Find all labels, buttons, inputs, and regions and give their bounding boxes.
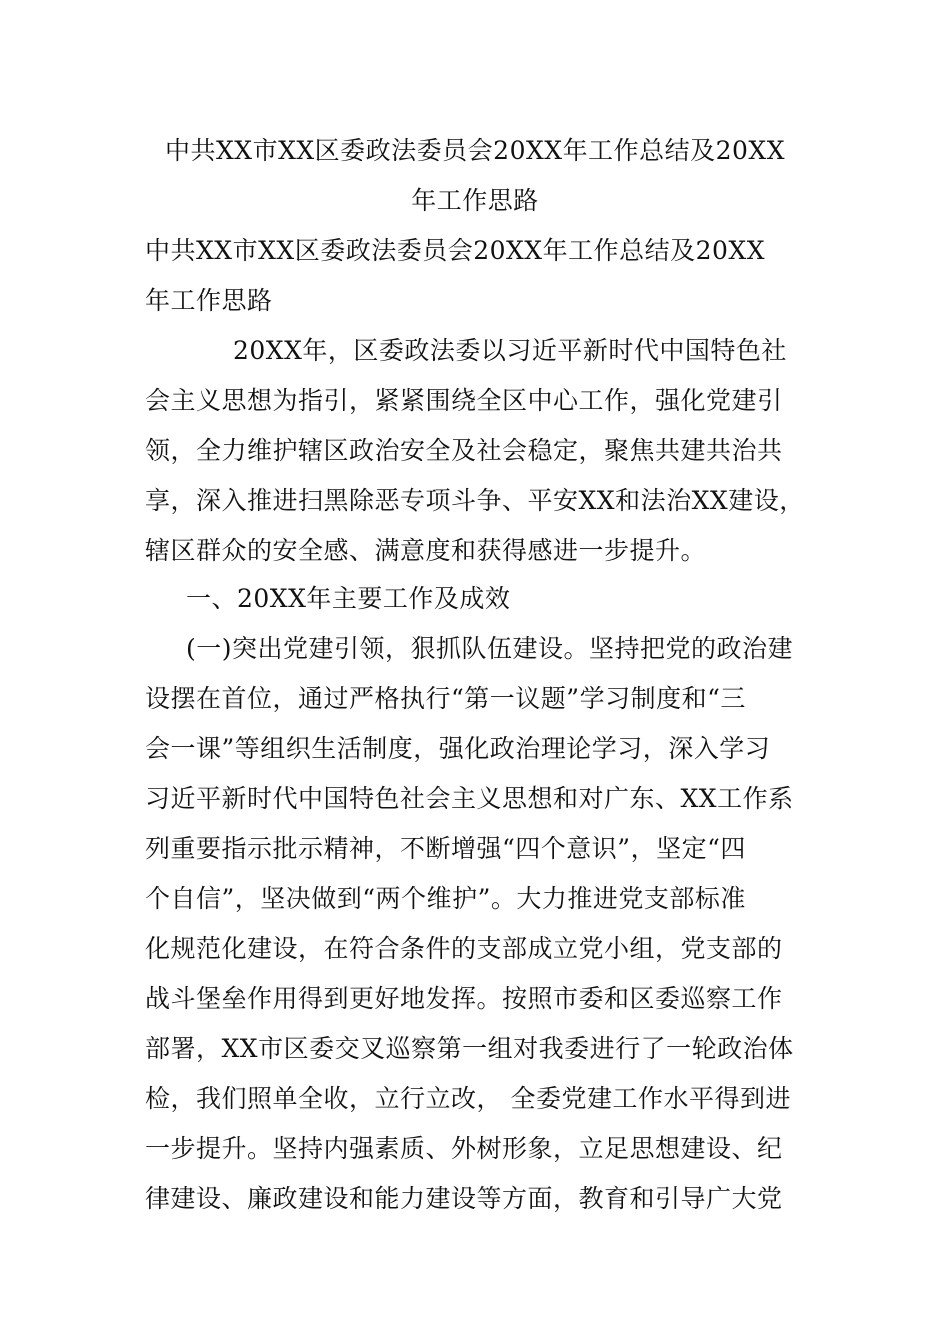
section1-line-2: 设摆在首位，通过严格执行“第一议题”学习制度和“三	[145, 684, 746, 713]
section1-line-5: 列重要指示批示精神，不断增强“四个意识”，坚定“四	[145, 834, 746, 863]
intro-line-1: 20XX年，区委政法委以习近平新时代中国特色社	[233, 336, 787, 365]
section1-line-10: 检，我们照单全收，立行立改， 全委党建工作水平得到进	[145, 1084, 791, 1113]
intro-line-2: 会主义思想为指引，紧紧围绕全区中心工作，强化党建引	[145, 386, 783, 415]
heading-line-2: 年工作思路	[145, 286, 273, 315]
intro-line-5: 辖区群众的安全感、满意度和获得感进一步提升。	[145, 536, 707, 565]
section1-line-11: 一步提升。坚持内强素质、外树形象，立足思想建设、纪	[145, 1134, 783, 1163]
section1-line-4: 习近平新时代中国特色社会主义思想和对广东、XX工作系	[145, 784, 794, 813]
section1-line-12: 律建设、廉政建设和能力建设等方面，教育和引导广大党	[145, 1184, 783, 1213]
intro-line-4: 享，深入推进扫黑除恶专项斗争、平安XX和法治XX建设，	[145, 486, 805, 515]
heading-line-1: 中共XX市XX区委政法委员会20XX年工作总结及20XX	[145, 236, 766, 265]
section1-line-1: (一)突出党建引领，狠抓队伍建设。坚持把党的政治建	[186, 634, 794, 663]
section1-line-3: 会一课”等组织生活制度，强化政治理论学习，深入学习	[145, 734, 771, 763]
section1-line-8: 战斗堡垒作用得到更好地发挥。按照市委和区委巡察工作	[145, 984, 783, 1013]
section1-line-9: 部署，XX市区委交叉巡察第一组对我委进行了一轮政治体	[145, 1034, 794, 1063]
document-title-line-2: 年工作思路	[411, 186, 539, 215]
section1-line-7: 化规范化建设，在符合条件的支部成立党小组，党支部的	[145, 934, 783, 963]
section-heading: 一、20XX年主要工作及成效	[186, 584, 511, 613]
intro-line-3: 领，全力维护辖区政治安全及社会稳定，聚焦共建共治共	[145, 436, 783, 465]
section1-line-6: 个自信”，坚决做到“两个维护”。大力推进党支部标准	[145, 884, 746, 913]
document-title-line-1: 中共XX市XX区委政法委员会20XX年工作总结及20XX	[164, 136, 785, 165]
